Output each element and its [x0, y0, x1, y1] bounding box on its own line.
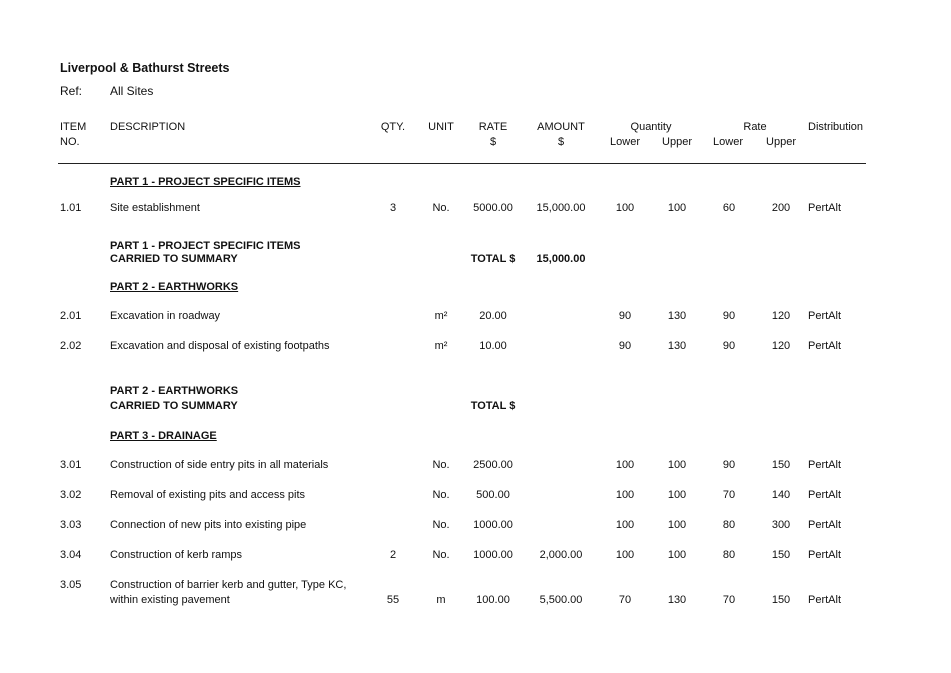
item-rate: 1000.00: [473, 549, 513, 561]
item-quantity-lower: 70: [618, 594, 632, 606]
part2-total-label: TOTAL $: [470, 400, 516, 412]
item-rate: 10.00: [479, 340, 507, 352]
col-item-line1: ITEM: [60, 121, 87, 133]
item-rate: 20.00: [479, 310, 507, 322]
item-rate-lower: 90: [722, 459, 736, 471]
item-rate: 100.00: [476, 594, 510, 606]
ref-value: All Sites: [110, 84, 154, 98]
item-distribution: PertAlt: [808, 594, 842, 606]
item-quantity-upper: 130: [667, 594, 687, 606]
item-no: 2.01: [60, 310, 82, 322]
item-rate-upper: 120: [771, 310, 791, 322]
item-quantity-lower: 100: [615, 202, 635, 214]
item-quantity-upper: 100: [667, 459, 687, 471]
item-no: 2.02: [60, 340, 82, 352]
item-quantity-lower: 100: [615, 489, 635, 501]
col-description: DESCRIPTION: [110, 121, 186, 133]
item-description: Connection of new pits into existing pipe: [110, 519, 307, 531]
item-quantity-upper: 130: [667, 310, 687, 322]
item-description-line1: Construction of barrier kerb and gutter, Type KC,: [110, 579, 347, 591]
item-quantity-lower: 100: [615, 519, 635, 531]
item-quantity-upper: 100: [667, 549, 687, 561]
item-quantity-upper: 100: [667, 202, 687, 214]
col-rate-group: Rate: [743, 121, 767, 133]
part2-heading: PART 2 - EARTHWORKS: [110, 281, 239, 293]
item-no: 3.04: [60, 549, 82, 561]
item-no: 3.05: [60, 579, 82, 591]
col-amount: AMOUNT: [537, 121, 585, 133]
item-description: Site establishment: [110, 202, 200, 214]
item-rate-lower: 80: [722, 549, 736, 561]
item-rate-lower: 70: [722, 594, 736, 606]
part2-summary-line1: PART 2 - EARTHWORKS: [110, 385, 239, 397]
document-title: Liverpool & Bathurst Streets: [60, 61, 230, 75]
item-rate: 2500.00: [473, 459, 513, 471]
item-quantity-upper: 100: [667, 519, 687, 531]
item-rate-upper: 120: [771, 340, 791, 352]
item-amount: 5,500.00: [539, 594, 583, 606]
item-amount: 15,000.00: [536, 202, 586, 214]
item-description: Construction of side entry pits in all materials: [110, 459, 329, 471]
item-unit: No.: [432, 489, 450, 501]
item-quantity-upper: 100: [667, 489, 687, 501]
item-no: 1.01: [60, 202, 82, 214]
col-unit: UNIT: [428, 121, 454, 133]
item-unit: m: [436, 594, 446, 606]
item-rate-upper: 150: [771, 594, 791, 606]
item-rate: 1000.00: [473, 519, 513, 531]
item-quantity-lower: 90: [618, 340, 632, 352]
item-distribution: PertAlt: [808, 340, 842, 352]
item-rate-lower: 60: [722, 202, 736, 214]
item-rate-upper: 140: [771, 489, 791, 501]
col-amount-currency: $: [557, 136, 565, 148]
item-distribution: PertAlt: [808, 489, 842, 501]
item-rate-upper: 300: [771, 519, 791, 531]
item-quantity-lower: 100: [615, 459, 635, 471]
col-qty: QTY.: [380, 121, 406, 133]
item-description-line2: within existing pavement: [110, 594, 230, 606]
item-quantity-lower: 90: [618, 310, 632, 322]
item-rate-upper: 200: [771, 202, 791, 214]
item-quantity-lower: 100: [615, 549, 635, 561]
item-unit: No.: [432, 459, 450, 471]
item-no: 3.02: [60, 489, 82, 501]
ref-label: Ref:: [60, 84, 83, 98]
item-unit: No.: [432, 519, 450, 531]
item-description: Excavation in roadway: [110, 310, 221, 322]
col-rate: RATE: [478, 121, 508, 133]
part1-summary-line1: PART 1 - PROJECT SPECIFIC ITEMS: [110, 240, 301, 252]
item-rate: 500.00: [476, 489, 510, 501]
item-unit: m²: [434, 340, 448, 352]
item-qty: 3: [389, 202, 397, 214]
item-description: Construction of kerb ramps: [110, 549, 243, 561]
item-quantity-upper: 130: [667, 340, 687, 352]
col-rate-lower: Lower: [713, 136, 743, 148]
col-quantity-lower: Lower: [610, 136, 640, 148]
item-unit: No.: [432, 549, 450, 561]
part2-summary-line2: CARRIED TO SUMMARY: [110, 400, 238, 412]
item-description: Removal of existing pits and access pits: [110, 489, 306, 501]
item-distribution: PertAlt: [808, 202, 842, 214]
col-rate-upper: Upper: [766, 136, 796, 148]
item-distribution: PertAlt: [808, 459, 842, 471]
item-qty: 55: [386, 594, 400, 606]
part1-total-value: 15,000.00: [536, 253, 586, 265]
item-no: 3.03: [60, 519, 82, 531]
item-description: Excavation and disposal of existing footpaths: [110, 340, 330, 352]
item-rate-lower: 90: [722, 310, 736, 322]
item-distribution: PertAlt: [808, 549, 842, 561]
col-distribution: Distribution: [808, 121, 864, 133]
item-rate: 5000.00: [473, 202, 513, 214]
item-amount: 2,000.00: [539, 549, 583, 561]
item-rate-upper: 150: [771, 459, 791, 471]
col-item-line2: NO.: [60, 136, 80, 148]
item-no: 3.01: [60, 459, 82, 471]
item-distribution: PertAlt: [808, 519, 842, 531]
col-rate-currency: $: [489, 136, 497, 148]
item-unit: m²: [434, 310, 448, 322]
col-quantity-group: Quantity: [630, 121, 672, 133]
col-quantity-upper: Upper: [662, 136, 692, 148]
item-rate-lower: 70: [722, 489, 736, 501]
part3-heading: PART 3 - DRAINAGE: [110, 430, 217, 442]
item-rate-lower: 80: [722, 519, 736, 531]
item-rate-lower: 90: [722, 340, 736, 352]
part1-summary-line2: CARRIED TO SUMMARY: [110, 253, 238, 265]
item-unit: No.: [432, 202, 450, 214]
item-qty: 2: [389, 549, 397, 561]
item-distribution: PertAlt: [808, 310, 842, 322]
item-rate-upper: 150: [771, 549, 791, 561]
part1-total-label: TOTAL $: [470, 253, 516, 265]
part1-heading: PART 1 - PROJECT SPECIFIC ITEMS: [110, 176, 301, 188]
header-divider: [58, 163, 866, 164]
